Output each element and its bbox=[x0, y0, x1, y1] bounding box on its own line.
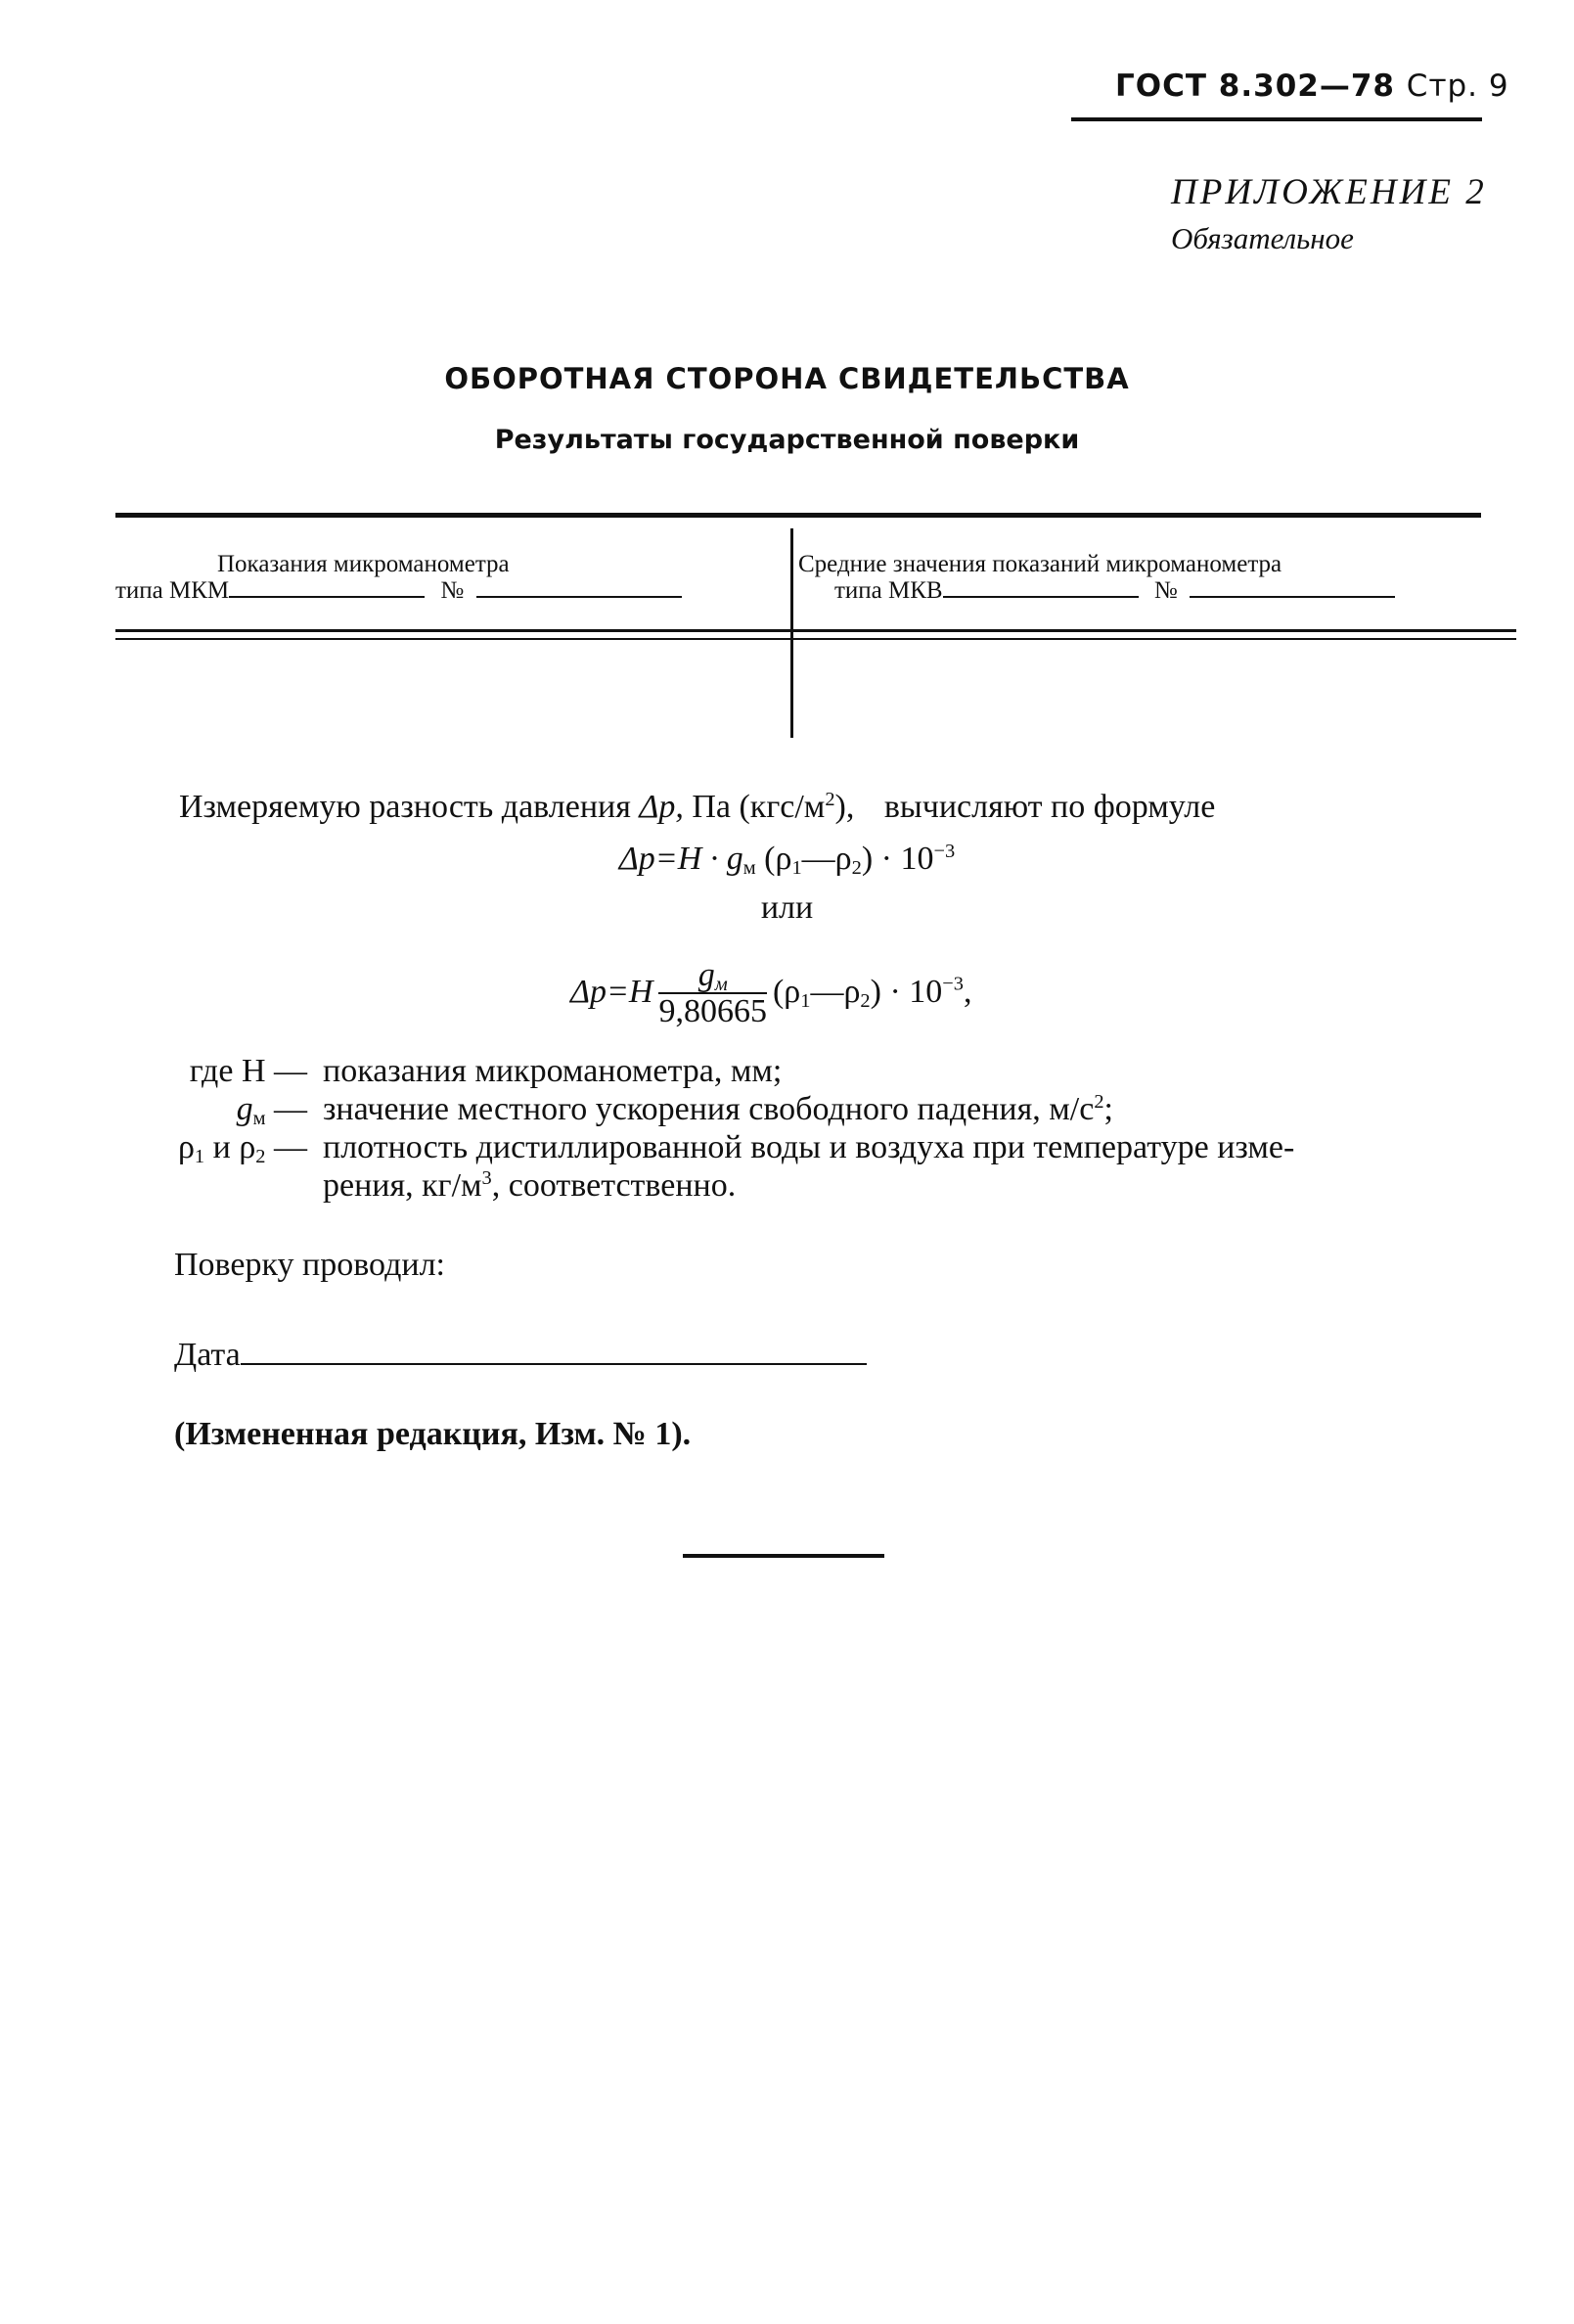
def-3-text: плотность дистиллированной воды и воздуха при температуре изме- bbox=[323, 1129, 1295, 1165]
col1-heading: Показания микроманометра bbox=[217, 551, 510, 577]
def-2-sup: 2 bbox=[1094, 1090, 1104, 1113]
date-label: Дата bbox=[174, 1337, 241, 1373]
eq1-lhs: Δp=H · g bbox=[618, 841, 743, 877]
equation-2 bbox=[570, 959, 971, 1029]
def-3-rho2: и ρ bbox=[204, 1129, 256, 1165]
date-field bbox=[241, 1338, 867, 1365]
def-1-text: показания микроманометра, мм; bbox=[323, 1053, 783, 1089]
eq2-rho2-sub: 2 bbox=[860, 989, 871, 1012]
def-3-rho2-sub: 2 bbox=[255, 1146, 266, 1168]
page-number: Стр. 9 bbox=[1406, 68, 1509, 104]
eq2-fraction bbox=[658, 959, 767, 1029]
intro-units: Па (кгс/м bbox=[692, 789, 826, 825]
intro-units-sup: 2 bbox=[825, 788, 835, 810]
end-rule bbox=[683, 1554, 884, 1558]
col2-no: № bbox=[1153, 577, 1178, 604]
col2-no-blank bbox=[1190, 576, 1395, 598]
def-2-dash: — bbox=[265, 1091, 307, 1127]
intro-units-end: ), bbox=[834, 789, 855, 825]
def-4-body: рения, кг/м bbox=[323, 1167, 482, 1204]
table-header-rule-1 bbox=[115, 629, 1516, 632]
def-1-label: где H — bbox=[189, 1053, 307, 1089]
col1-type: типа МКМ bbox=[115, 577, 230, 604]
def-3-dash: — bbox=[265, 1129, 307, 1165]
equation-1 bbox=[0, 840, 1574, 879]
eq1-rho2-sub: 2 bbox=[851, 857, 862, 880]
def-2-label bbox=[0, 1090, 307, 1129]
def-2-text bbox=[323, 1090, 1113, 1129]
def-3-rho1-sub: 1 bbox=[194, 1146, 205, 1168]
def-2-symbol: g bbox=[236, 1091, 253, 1127]
table-column-divider bbox=[790, 528, 793, 738]
document-code: ГОСТ 8.302—78 bbox=[1115, 68, 1395, 104]
def-2-body: значение местного ускорения свободного падения, м/с bbox=[323, 1091, 1095, 1127]
col2-type-line bbox=[834, 576, 1395, 605]
col2-type: типа МКВ bbox=[834, 577, 943, 604]
formula-intro bbox=[179, 788, 1215, 827]
col2-type-blank bbox=[943, 576, 1139, 598]
eq1-rho1: (ρ bbox=[764, 841, 792, 877]
eq2-rho1-sub: 1 bbox=[800, 989, 811, 1012]
intro-text-b: вычисляют по формуле bbox=[883, 789, 1216, 825]
appendix-label: ПРИЛОЖЕНИЕ 2 bbox=[1171, 172, 1487, 212]
def-3-rho1: ρ bbox=[177, 1129, 195, 1165]
def-2-symbol-sub: м bbox=[252, 1108, 266, 1130]
amendment-note: (Измененная редакция, Изм. № 1). bbox=[174, 1416, 692, 1452]
eq2-lhs: Δp=H bbox=[570, 973, 653, 1010]
date-line bbox=[174, 1336, 867, 1375]
verified-by-label: Поверку проводил: bbox=[174, 1247, 445, 1283]
or-label: или bbox=[760, 889, 814, 926]
eq1-tail: ) · 10 bbox=[861, 841, 934, 877]
page-subtitle: Результаты государственной поверки bbox=[494, 425, 1080, 455]
def-4-sup: 3 bbox=[481, 1166, 492, 1189]
eq2-num-sub: м bbox=[714, 974, 728, 996]
eq2-numerator bbox=[658, 959, 767, 994]
appendix-status: Обязательное bbox=[1171, 221, 1354, 255]
eq1-rho2: —ρ bbox=[801, 841, 852, 877]
document-header bbox=[1115, 68, 1509, 104]
def-4-text bbox=[323, 1166, 736, 1206]
table-top-rule bbox=[115, 513, 1481, 518]
eq2-tail: ) · 10 bbox=[870, 973, 943, 1010]
col1-no: № bbox=[440, 577, 465, 604]
eq2-num: g bbox=[697, 957, 715, 993]
eq1-sub: м bbox=[742, 857, 756, 880]
eq1-rho1-sub: 1 bbox=[791, 857, 802, 880]
col1-no-blank bbox=[476, 576, 682, 598]
eq2-denominator: 9,80665 bbox=[658, 993, 767, 1029]
eq2-rho1: (ρ bbox=[772, 973, 801, 1010]
intro-text: Измеряемую разность давления bbox=[179, 789, 631, 825]
eq2-exp: −3 bbox=[942, 973, 964, 995]
eq2-rho2: —ρ bbox=[810, 973, 861, 1010]
page-title: ОБОРОТНАЯ СТОРОНА СВИДЕТЕЛЬСТВА bbox=[444, 362, 1130, 395]
col1-type-line bbox=[115, 576, 682, 605]
eq2-end: , bbox=[963, 973, 972, 1010]
col1-type-blank bbox=[229, 576, 425, 598]
col2-heading: Средние значения показаний микроманометра bbox=[798, 551, 1282, 577]
table-header-rule-2 bbox=[115, 638, 1516, 640]
def-2-end: ; bbox=[1103, 1091, 1113, 1127]
intro-symbol: Δp, bbox=[639, 789, 684, 825]
eq1-exp: −3 bbox=[933, 840, 956, 862]
def-3-label bbox=[0, 1128, 307, 1167]
def-4-end: , соответственно. bbox=[491, 1167, 737, 1204]
header-rule bbox=[1071, 117, 1482, 121]
